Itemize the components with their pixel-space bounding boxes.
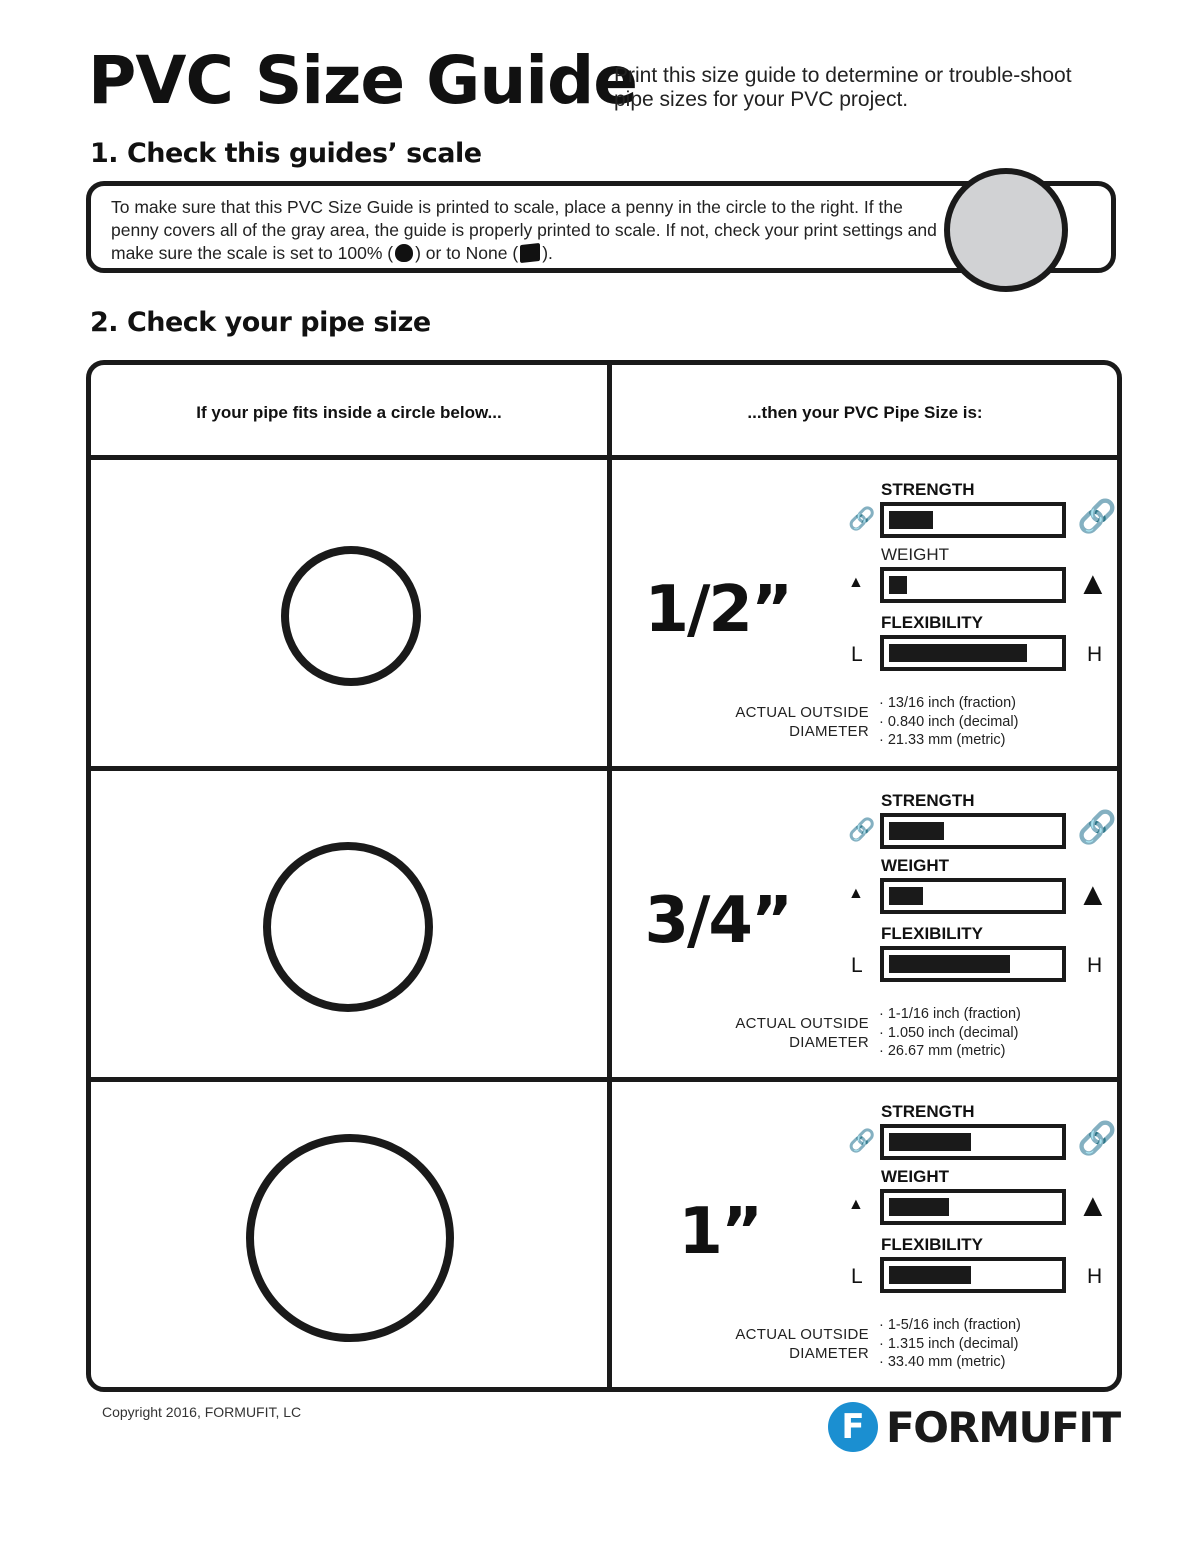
flexibility-label: FLEXIBILITY bbox=[881, 1235, 983, 1254]
weight-icon: ▲ bbox=[848, 574, 864, 591]
low-label: L bbox=[851, 643, 863, 666]
low-label: L bbox=[851, 1265, 863, 1288]
diameter-fraction: · 1-1/16 inch (fraction) bbox=[879, 1006, 1021, 1022]
table-row bbox=[91, 460, 1117, 766]
flexibility-bar bbox=[880, 635, 1066, 671]
weight-bar bbox=[880, 567, 1066, 603]
weight-icon: ▲ bbox=[848, 1196, 864, 1213]
outside-diameter-label: ACTUAL OUTSIDE DIAMETER bbox=[735, 1326, 869, 1362]
flexibility-bar bbox=[880, 946, 1066, 982]
weight-icon: ▲ bbox=[1077, 876, 1109, 912]
weight-label: WEIGHT bbox=[881, 1167, 949, 1186]
strength-label: STRENGTH bbox=[881, 1102, 975, 1121]
weight-label: WEIGHT bbox=[881, 856, 949, 875]
page-title: PVC Size Guide bbox=[88, 42, 637, 119]
pipe-circle-half-inch bbox=[281, 546, 421, 686]
chain-link-icon: 🔗 bbox=[1077, 1120, 1117, 1156]
diameter-fraction: · 1-5/16 inch (fraction) bbox=[879, 1317, 1021, 1333]
pipe-size-table bbox=[86, 360, 1122, 1392]
high-label: H bbox=[1087, 954, 1103, 977]
weight-bar-fill bbox=[889, 1198, 949, 1216]
formufit-logo[interactable] bbox=[828, 1402, 1120, 1452]
strength-label: STRENGTH bbox=[881, 480, 975, 499]
weight-icon: ▲ bbox=[1077, 1187, 1109, 1223]
flexibility-label: FLEXIBILITY bbox=[881, 924, 983, 943]
chain-link-icon: 🔗 bbox=[848, 1128, 876, 1153]
penny-circle bbox=[944, 168, 1068, 292]
strength-bar-fill bbox=[889, 1133, 971, 1151]
intro-text: Print this size guide to determine or trouble-shoot pipe sizes for your PVC project. bbox=[614, 64, 1072, 112]
weight-bar bbox=[880, 1189, 1066, 1225]
strength-bar bbox=[880, 502, 1066, 538]
logo-text: FORMUFIT bbox=[886, 1402, 1120, 1452]
apple-icon bbox=[395, 244, 413, 262]
chain-link-icon: 🔗 bbox=[1077, 809, 1117, 845]
chain-link-icon: 🔗 bbox=[848, 817, 876, 842]
outside-diameter-label: ACTUAL OUTSIDE DIAMETER bbox=[735, 1015, 869, 1051]
chain-link-icon: 🔗 bbox=[1077, 498, 1117, 534]
pipe-size-label: 1/2” bbox=[644, 573, 791, 647]
high-label: H bbox=[1087, 643, 1103, 666]
diameter-values bbox=[879, 694, 1018, 750]
flexibility-bar-fill bbox=[889, 955, 1010, 973]
diameter-metric: · 26.67 mm (metric) bbox=[879, 1043, 1006, 1059]
pipe-size-label: 3/4” bbox=[644, 884, 791, 958]
diameter-metric: · 21.33 mm (metric) bbox=[879, 732, 1006, 748]
diameter-fraction: · 13/16 inch (fraction) bbox=[879, 695, 1017, 711]
flexibility-label: FLEXIBILITY bbox=[881, 613, 983, 632]
step1-heading: 1. Check this guides’ scale bbox=[90, 138, 482, 169]
pipe-circle-one-inch bbox=[246, 1134, 454, 1342]
weight-bar bbox=[880, 878, 1066, 914]
diameter-decimal: · 1.050 inch (decimal) bbox=[879, 1024, 1019, 1041]
scale-text-part2: ) or to None ( bbox=[415, 243, 519, 263]
diameter-decimal: · 0.840 inch (decimal) bbox=[879, 713, 1019, 730]
column-header-left: If your pipe fits inside a circle below... bbox=[196, 402, 502, 422]
column-header-right: ...then your PVC Pipe Size is: bbox=[747, 402, 983, 422]
strength-label: STRENGTH bbox=[881, 791, 975, 810]
weight-icon: ▲ bbox=[1077, 565, 1109, 601]
strength-bar bbox=[880, 1124, 1066, 1160]
diameter-values bbox=[879, 1316, 1021, 1372]
strength-bar-fill bbox=[889, 511, 933, 529]
table-row bbox=[91, 771, 1117, 1077]
weight-icon: ▲ bbox=[848, 885, 864, 902]
flexibility-bar bbox=[880, 1257, 1066, 1293]
scale-instructions bbox=[111, 196, 951, 265]
outside-diameter-label: ACTUAL OUTSIDE DIAMETER bbox=[735, 704, 869, 740]
strength-bar bbox=[880, 813, 1066, 849]
scale-text-part1: To make sure that this PVC Size Guide is printed to scale, place a penny in the circle to the right. If the penny covers all of the gray area, the guide is properly printed to scale. If not, check your print settings and make sure the scale is set to 100% ( bbox=[111, 197, 937, 263]
high-label: H bbox=[1087, 1265, 1103, 1288]
diameter-decimal: · 1.315 inch (decimal) bbox=[879, 1335, 1019, 1352]
copyright-text: Copyright 2016, FORMUFIT, LC bbox=[102, 1404, 302, 1420]
scale-text-part3: ). bbox=[542, 243, 553, 263]
strength-bar-fill bbox=[889, 822, 944, 840]
windows-icon bbox=[520, 243, 540, 263]
weight-bar-fill bbox=[889, 576, 907, 594]
flexibility-bar-fill bbox=[889, 1266, 971, 1284]
chain-link-icon: 🔗 bbox=[848, 506, 876, 531]
diameter-values bbox=[879, 1005, 1021, 1061]
diameter-metric: · 33.40 mm (metric) bbox=[879, 1354, 1006, 1370]
step2-heading: 2. Check your pipe size bbox=[90, 307, 431, 338]
logo-mark-icon: F bbox=[828, 1402, 878, 1452]
weight-bar-fill bbox=[889, 887, 923, 905]
weight-label: WEIGHT bbox=[881, 545, 949, 564]
table-row bbox=[91, 1082, 1117, 1388]
flexibility-bar-fill bbox=[889, 644, 1027, 662]
low-label: L bbox=[851, 954, 863, 977]
pipe-size-label: 1” bbox=[678, 1195, 761, 1269]
pipe-circle-three-quarter-inch bbox=[263, 842, 433, 1012]
